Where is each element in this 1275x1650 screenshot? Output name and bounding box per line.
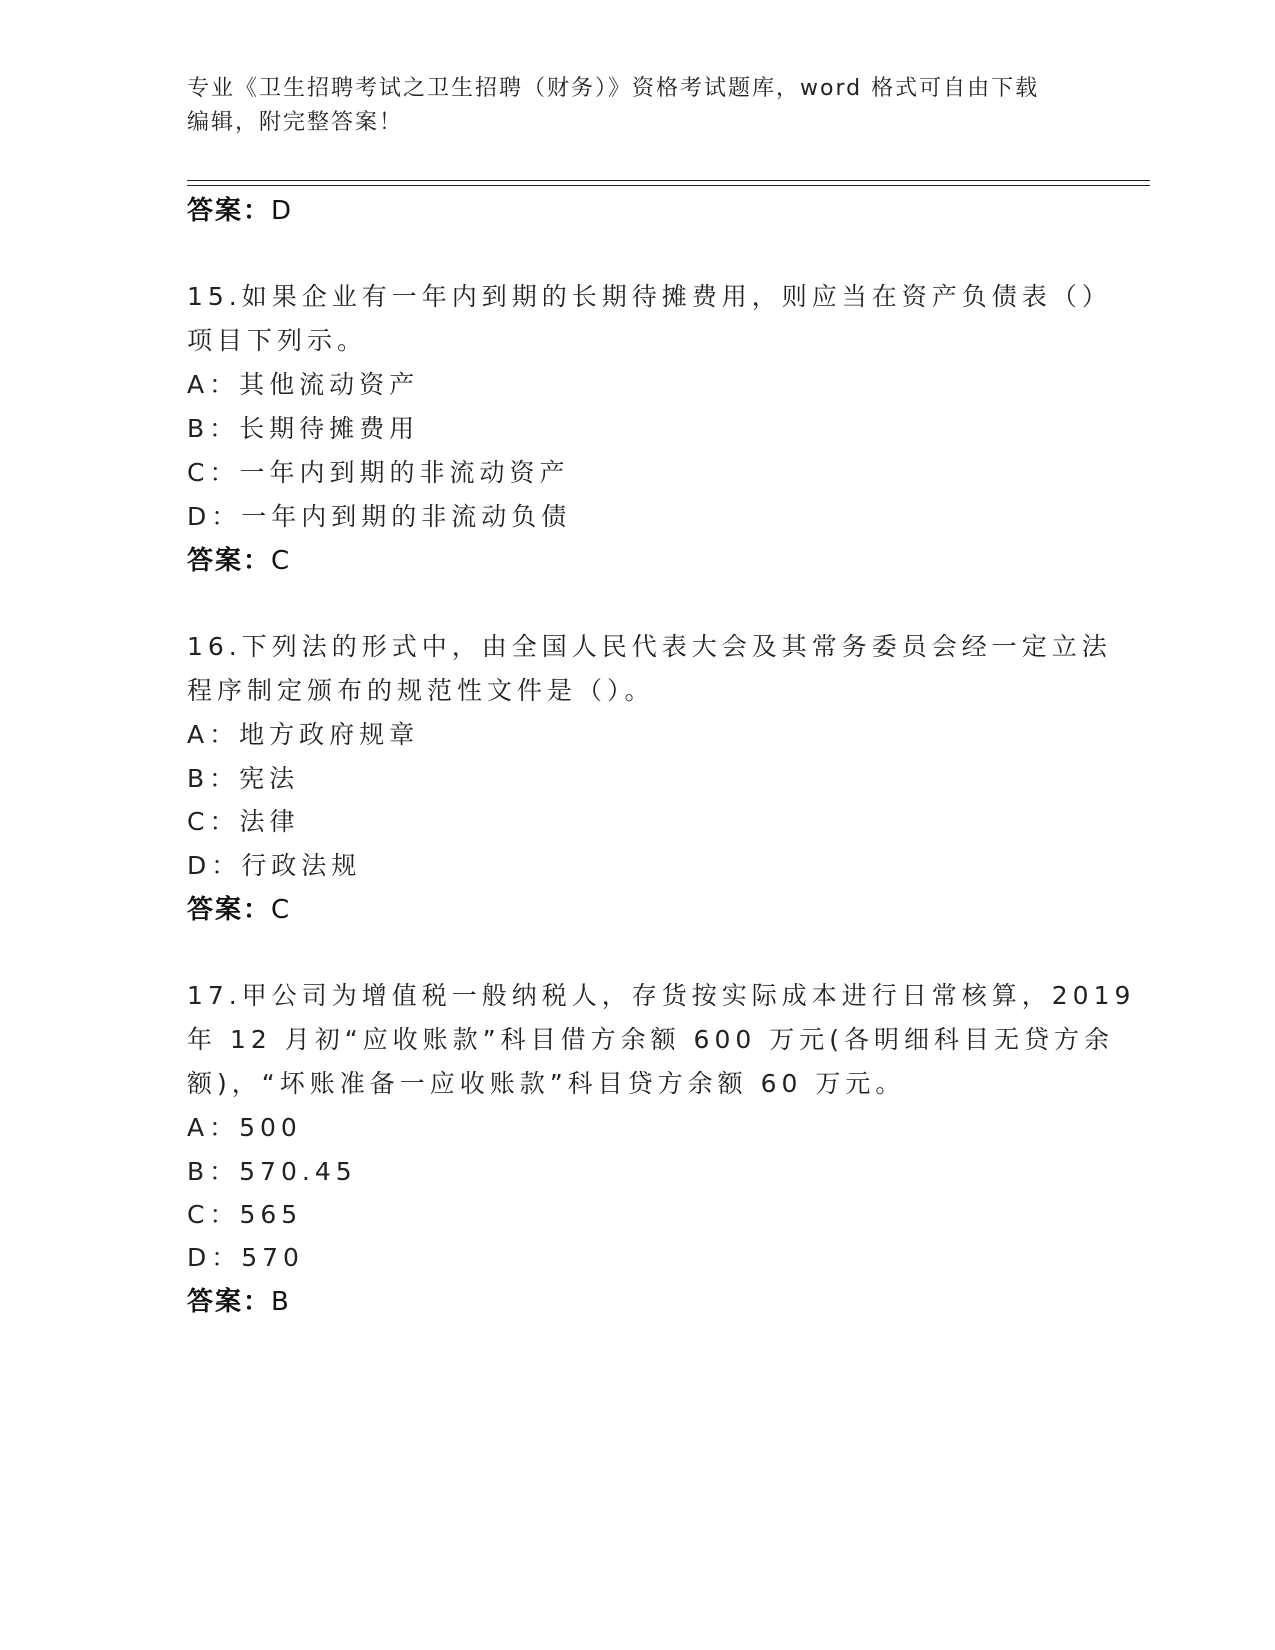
question-17-option-a: A：500 <box>187 1113 302 1142</box>
question-15-option-a: A：其他流动资产 <box>187 370 420 399</box>
question-17-answer <box>187 1281 291 1318</box>
question-15-stem-line-1: 15.如果企业有一年内到期的长期待摊费用，则应当在资产负债表（） <box>187 282 1112 311</box>
question-17-stem-line-2: 年 12 月初“应收账款”科目借方余额 600 万元(各明细科目无贷方余 <box>187 1025 1114 1054</box>
question-16-option-b: B：宪法 <box>187 764 300 793</box>
answer-value: D <box>271 196 294 226</box>
question-16-option-c: C：法律 <box>187 807 300 836</box>
previous-answer <box>187 190 293 227</box>
answer-value: B <box>271 1287 291 1317</box>
question-16-stem-line-2: 程序制定颁布的规范性文件是（）。 <box>187 676 655 705</box>
question-15-stem-line-2: 项目下列示。 <box>187 326 368 355</box>
question-15-option-d: D：一年内到期的非流动负债 <box>187 502 572 531</box>
header-line-2: 编辑，附完整答案！ <box>187 110 404 135</box>
question-17-option-c: C：565 <box>187 1200 303 1229</box>
question-16-stem-line-1: 16.下列法的形式中，由全国人民代表大会及其常务委员会经一定立法 <box>187 632 1112 661</box>
header-line-1: 专业《卫生招聘考试之卫生招聘（财务）》资格考试题库，word 格式可自由下载 <box>187 76 1040 101</box>
question-17-option-d: D：570 <box>187 1243 304 1272</box>
answer-value: C <box>271 895 292 925</box>
question-16-option-d: D：行政法规 <box>187 851 362 880</box>
header-divider-top <box>187 180 1150 181</box>
question-17-option-b: B：570.45 <box>187 1157 357 1186</box>
document-header <box>187 72 1087 140</box>
question-17-stem-line-3: 额)，“坏账准备一应收账款”科目贷方余额 60 万元。 <box>187 1069 906 1098</box>
answer-label: 答案： <box>187 895 272 925</box>
question-17-stem-line-1: 17.甲公司为增值税一般纳税人，存货按实际成本进行日常核算，2019 <box>187 981 1136 1010</box>
answer-value: C <box>271 546 292 576</box>
question-15-option-c: C：一年内到期的非流动资产 <box>187 458 570 487</box>
question-16-option-a: A：地方政府规章 <box>187 720 420 749</box>
question-15-answer <box>187 540 291 577</box>
answer-label: 答案： <box>187 546 272 576</box>
question-16-answer <box>187 889 291 926</box>
answer-label: 答案： <box>187 196 272 226</box>
answer-label: 答案： <box>187 1287 272 1317</box>
question-15-option-b: B：长期待摊费用 <box>187 414 420 443</box>
header-divider-bottom <box>187 185 1150 186</box>
